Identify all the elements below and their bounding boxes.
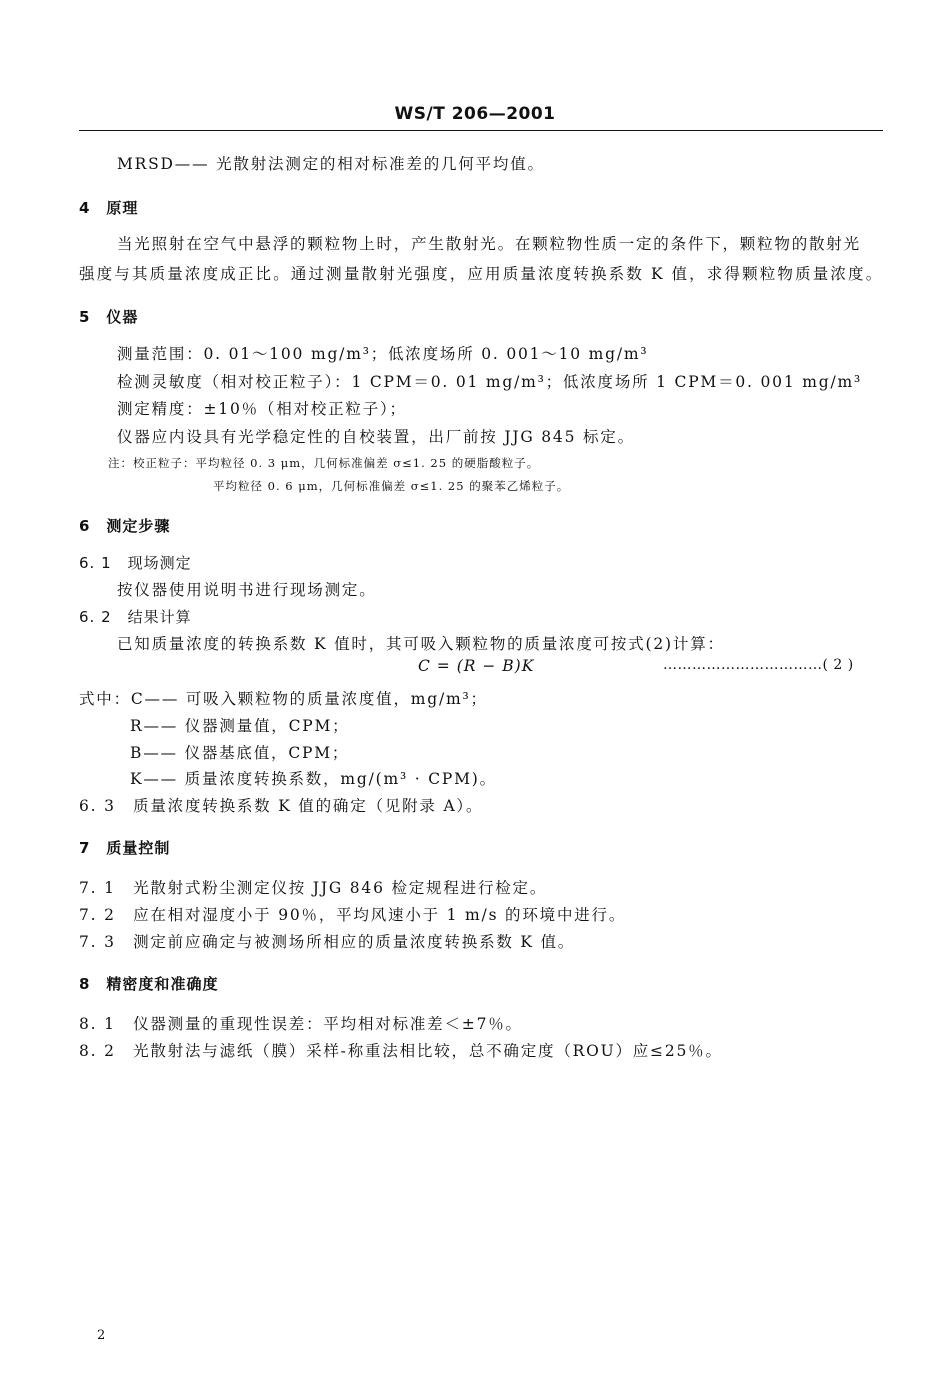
spec-measurement-range: 测量范围：0. 01～100 mg/m³；低浓度场所 0. 001～10 mg/m³ [117,345,649,363]
page-number: 2 [97,1328,106,1343]
formula: C = (R − B)K [418,657,535,675]
section-8-1: 8. 1 仪器测量的重现性误差：平均相对标准差＜±7％。 [79,1015,523,1033]
section-6-2-title: 6. 2 结果计算 [79,608,192,626]
section-7-heading: 7 质量控制 [79,839,171,857]
header-rule [79,130,883,131]
mrsd-definition: MRSD—— 光散射法测定的相对标准差的几何平均值。 [117,155,545,173]
spec-sensitivity: 检测灵敏度（相对校正粒子）：1 CPM＝0. 01 mg/m³；低浓度场所 1 CPM＝0. 001 mg/m³ [117,373,862,391]
where-k: K—— 质量浓度转换系数，mg/(m³ · CPM)。 [130,770,497,788]
note-calibration-particle-1: 注：校正粒子：平均粒径 0. 3 μm，几何标准偏差 σ≤1. 25 的硬脂酸粒子。 [108,456,540,470]
section-6-1-title: 6. 1 现场测定 [79,554,192,572]
formula-number: ……………………………( 2 ) [663,657,854,673]
section-4-para-line-2: 强度与其质量浓度成正比。通过测量散射光强度，应用质量浓度转换系数 K 值，求得颗粒物质量浓度。 [79,265,883,283]
section-6-1-text: 按仪器使用说明书进行现场测定。 [117,581,377,599]
section-8-2: 8. 2 光散射法与滤纸（膜）采样-称重法相比较，总不确定度（ROU）应≤25％。 [79,1042,723,1060]
spec-precision: 测定精度：±10％（相对校正粒子）； [117,400,407,418]
section-6-heading: 6 测定步骤 [79,517,171,535]
section-6-3: 6. 3 质量浓度转换系数 K 值的确定（见附录 A）。 [79,797,484,815]
document-code-header: WS/T 206—2001 [394,104,556,124]
section-6-2-text: 已知质量浓度的转换系数 K 值时，其可吸入颗粒物的质量浓度可按式(2)计算： [117,635,725,653]
note-calibration-particle-2: 平均粒径 0. 6 μm，几何标准偏差 σ≤1. 25 的聚苯乙烯粒子。 [213,479,570,493]
where-b: B—— 仪器基底值，CPM； [130,744,350,762]
section-7-1: 7. 1 光散射式粉尘测定仪按 JJG 846 检定规程进行检定。 [79,879,548,897]
section-7-3: 7. 3 测定前应确定与被测场所相应的质量浓度转换系数 K 值。 [79,933,576,951]
section-7-2: 7. 2 应在相对湿度小于 90％，平均风速小于 1 m/s 的环境中进行。 [79,906,627,924]
section-4-heading: 4 原理 [79,199,139,217]
where-r: R—— 仪器测量值，CPM； [130,717,350,735]
section-5-heading: 5 仪器 [79,308,139,326]
section-8-heading: 8 精密度和准确度 [79,975,219,993]
where-c: 式中：C—— 可吸入颗粒物的质量浓度值，mg/m³； [79,690,488,708]
spec-calibration: 仪器应内设具有光学稳定性的自校装置，出厂前按 JJG 845 标定。 [117,428,635,446]
section-4-para-line-1: 当光照射在空气中悬浮的颗粒物上时，产生散射光。在颗粒物性质一定的条件下，颗粒物的散射光 [117,235,861,253]
